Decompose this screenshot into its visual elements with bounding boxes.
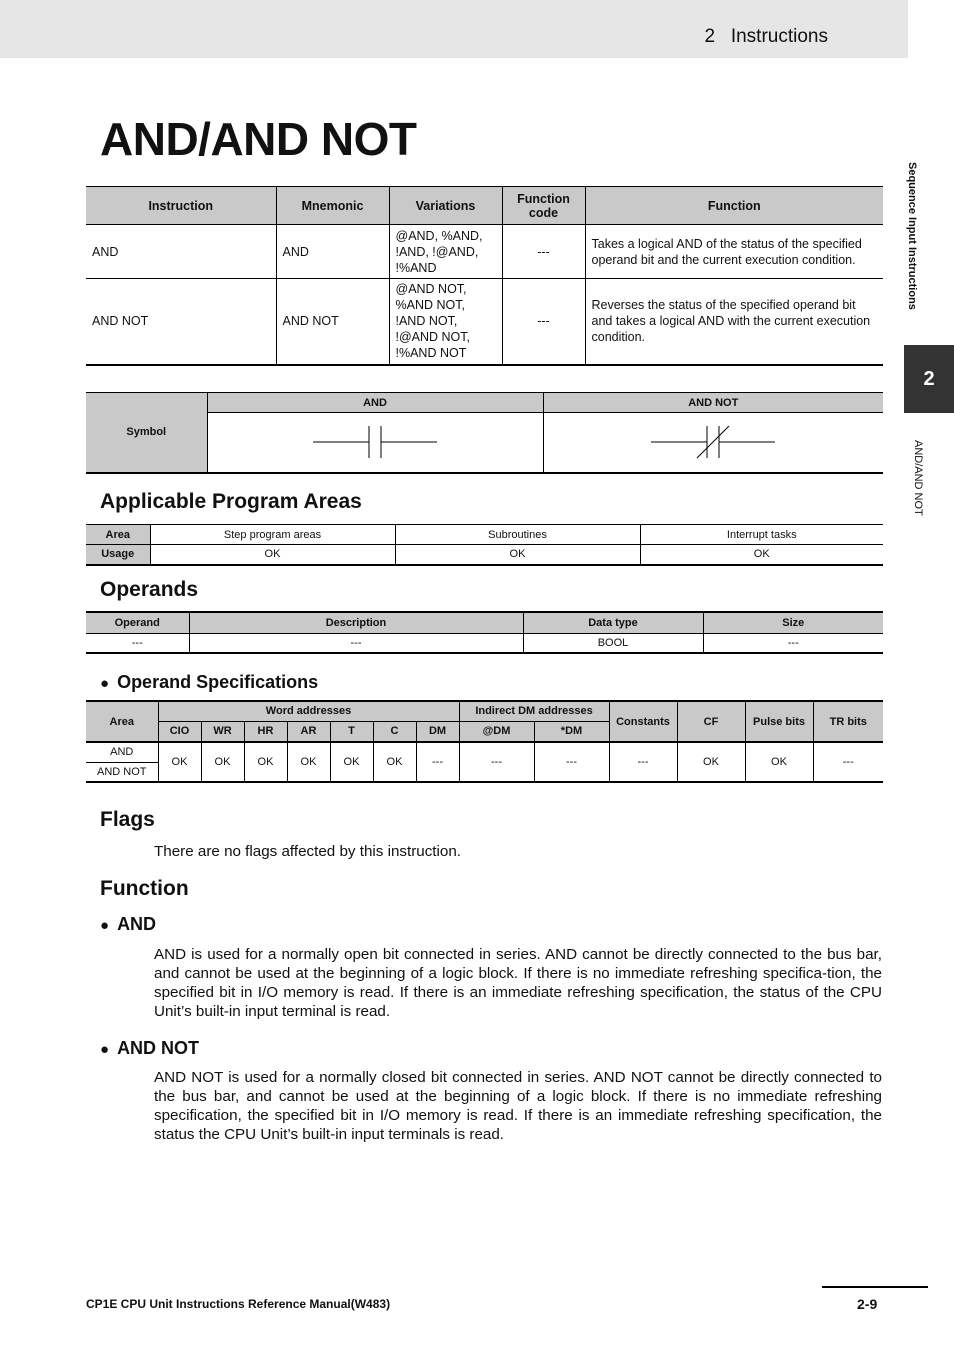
- footer-manual-title: CP1E CPU Unit Instructions Reference Manual(W483): [86, 1297, 391, 1311]
- operands-heading: Operands: [100, 578, 199, 601]
- program-areas-table: Area Step program areas Subroutines Interrupt tasks Usage OK OK OK: [86, 524, 883, 566]
- footer-rule: [822, 1286, 928, 1288]
- operand-specs-heading: ● Operand Specifications: [100, 672, 319, 692]
- and-description: AND is used for a normally open bit connected in series. AND cannot be directly connected to the bus bar, and cannot be used at the beginning of a logic block. If there is no immediate refreshing specifica-tion, the specified bit in I/O memory is read. If there is an immediate refreshing specification, the status of the CPU Unit’s built-in input terminal is read.: [154, 946, 882, 1020]
- and-not-description: AND NOT is used for a normally closed bit connected in series. AND NOT cannot be directly connected to the bus bar, and cannot be used at the beginning of a logic block. If there is no immediate refreshing specification, the specified bit in I/O memory is read. If there is an immediate refreshing specification, the status the CPU Unit’s built-in input terminals is read.: [154, 1069, 882, 1143]
- symbol-col-and-not: AND NOT: [543, 393, 883, 413]
- and-not-contact-symbol: [651, 425, 775, 459]
- operands-table: Operand Description Data type Size --- --- BOOL ---: [86, 611, 883, 654]
- flags-heading: Flags: [100, 808, 155, 831]
- col-instruction: Instruction: [86, 187, 276, 225]
- symbol-table: [86, 392, 883, 474]
- table-row: AND NOT AND NOT @AND NOT, %AND NOT, !AND NOT, !@AND NOT, !%AND NOT --- Reverses the status of the specified operand bit and takes a logical AND with the current execution condition.: [86, 279, 883, 365]
- and-not-heading: ● AND NOT: [100, 1038, 200, 1058]
- instruction-table: [86, 186, 883, 366]
- bullet-icon: ●: [100, 1041, 110, 1058]
- flags-text: There are no flags affected by this instruction.: [154, 843, 462, 860]
- page-number: 2-9: [857, 1296, 878, 1312]
- and-heading: ● AND: [100, 914, 157, 934]
- table-row: AND AND @AND, %AND, !AND, !@AND, !%AND --- Takes a logical AND of the status of the specified operand bit and the current execution condition.: [86, 225, 883, 279]
- bullet-icon: ●: [100, 675, 110, 692]
- program-areas-heading: Applicable Program Areas: [100, 490, 362, 513]
- bullet-icon: ●: [100, 917, 110, 934]
- symbol-label: Symbol: [86, 393, 207, 473]
- and-contact-symbol: [313, 425, 437, 459]
- side-tab-section: Sequence Input Instructions: [906, 162, 918, 310]
- operand-specs-table: Area Word addresses Indirect DM addresses Constants CF Pulse bits TR bits CIO WR HR AR T C DM @DM *DM AND OK OK OK OK OK OK --- --- --- --- OK OK --- AND NOT: [86, 700, 883, 783]
- side-tab-topic: AND/AND NOT: [912, 440, 924, 516]
- symbol-col-and: AND: [207, 393, 543, 413]
- page-title: AND/AND NOT: [100, 113, 417, 165]
- col-function-code: Function code: [502, 187, 585, 225]
- col-mnemonic: Mnemonic: [276, 187, 389, 225]
- col-variations: Variations: [389, 187, 502, 225]
- function-heading: Function: [100, 877, 189, 900]
- header-section: 2 Instructions: [704, 26, 828, 47]
- page-header: [0, 0, 908, 58]
- col-function: Function: [585, 187, 883, 225]
- chapter-number-tab: 2: [904, 345, 954, 413]
